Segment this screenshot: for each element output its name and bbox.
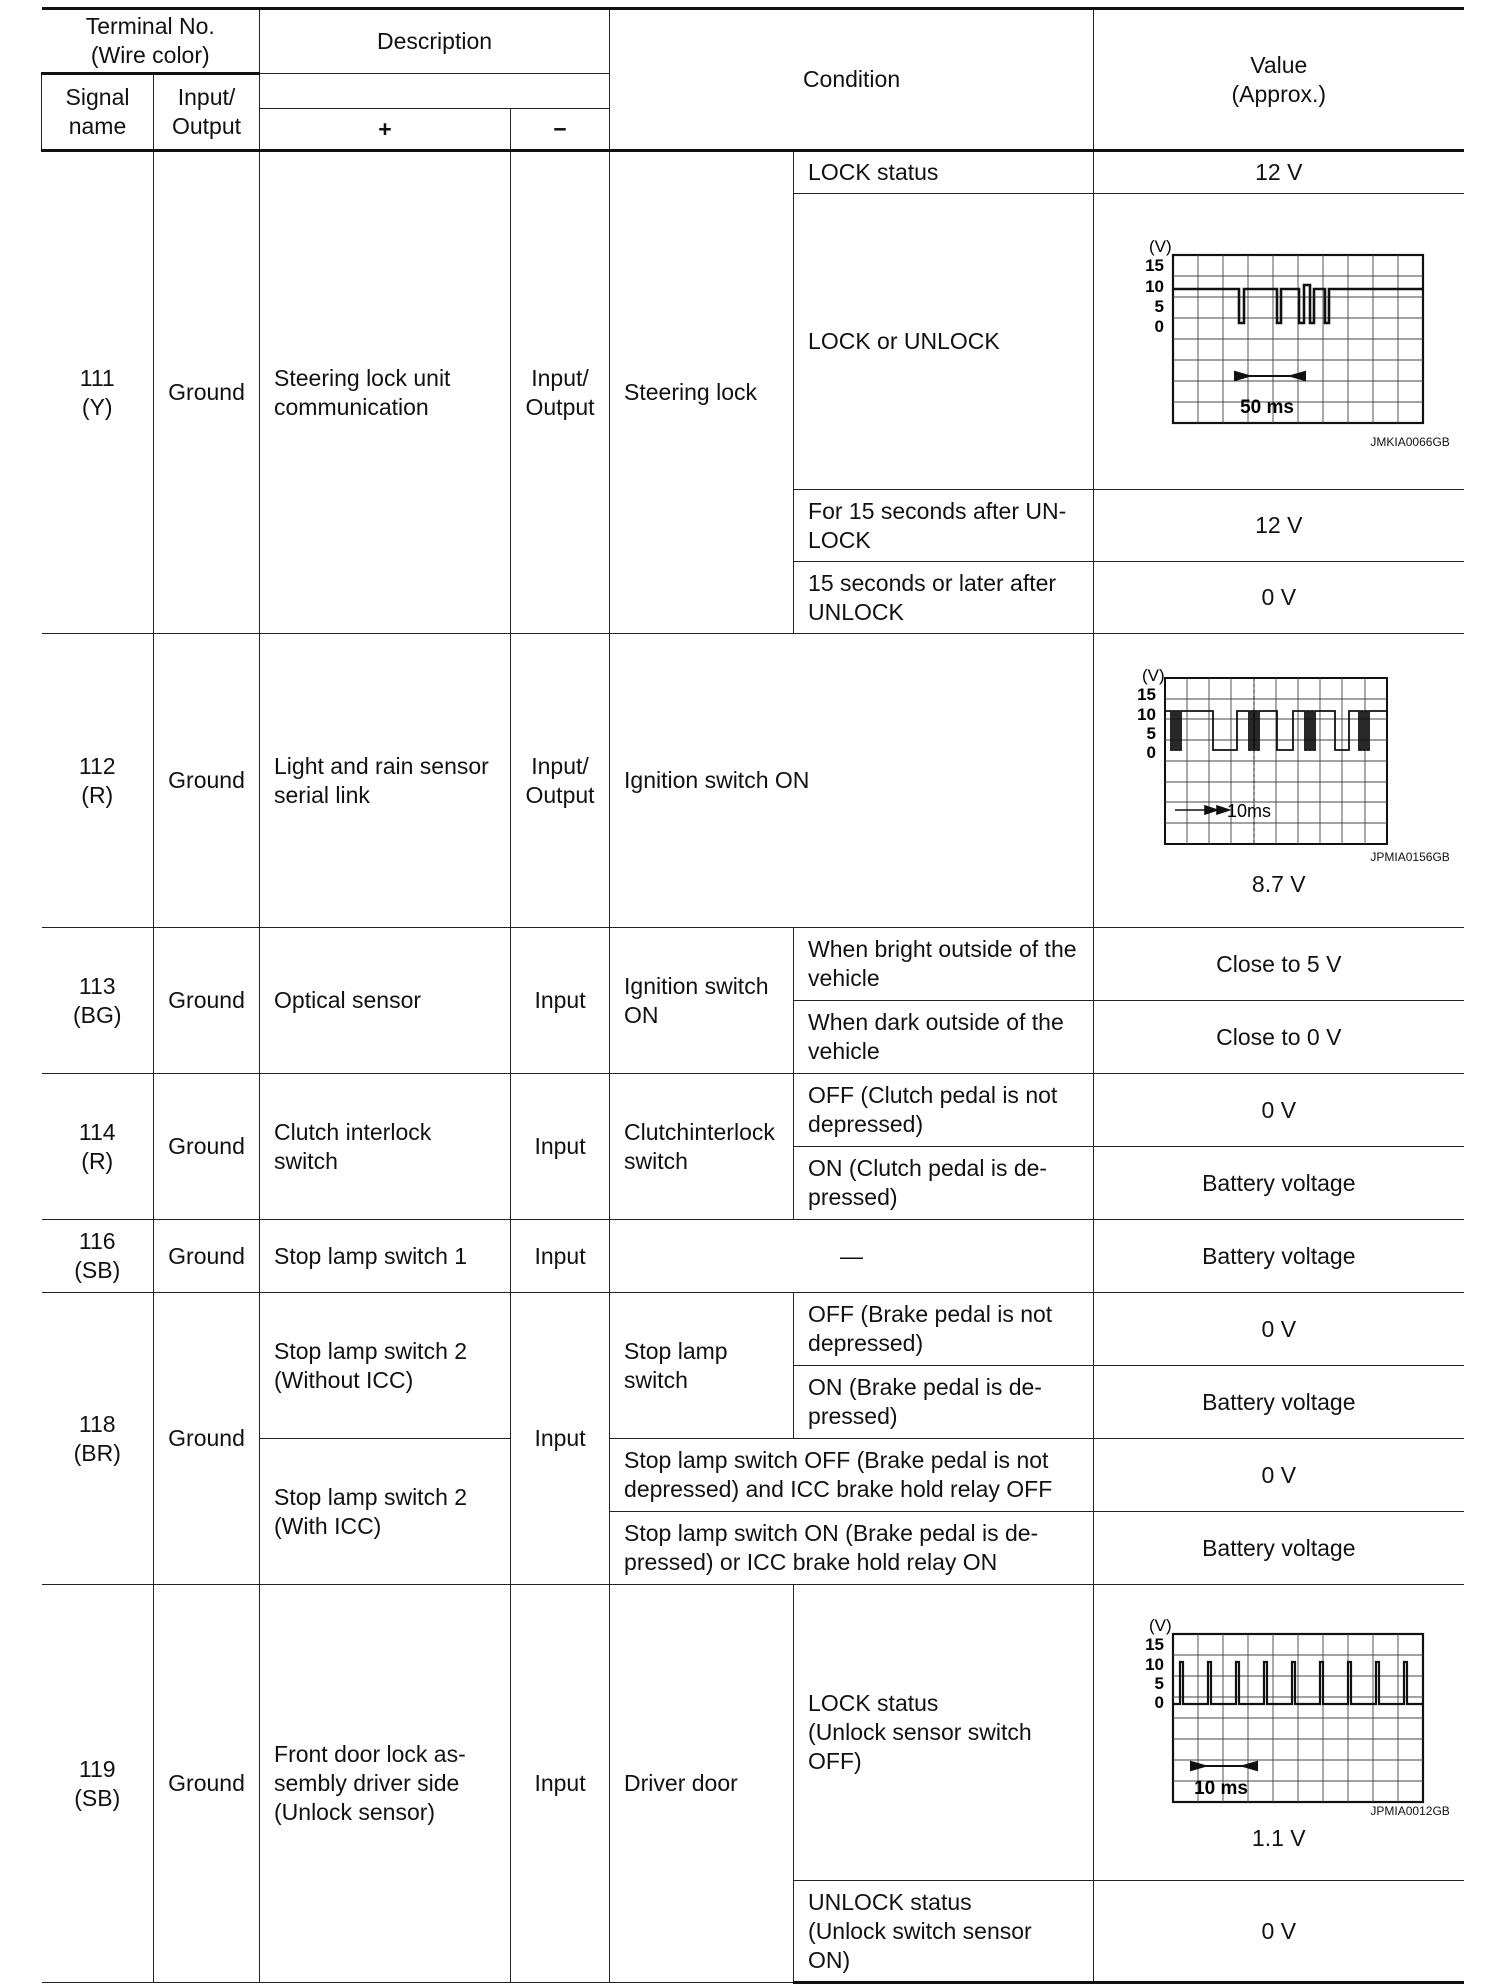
- time-scale-label: 10ms: [1226, 800, 1271, 821]
- waveform-figure: [1104, 235, 1454, 449]
- ground-cell: Ground: [154, 1293, 260, 1585]
- sub-condition-line: For 15 seconds after UN-: [808, 497, 1067, 524]
- terminal-cell: [42, 928, 154, 1074]
- ground-cell: Ground: [154, 928, 260, 1074]
- sub-condition-line: OFF): [808, 1748, 862, 1774]
- waveform-figure: [1104, 664, 1454, 898]
- ground-cell: Ground: [154, 151, 260, 634]
- condition-line: Stop lamp: [624, 1337, 728, 1364]
- signal-name-cell: [260, 1074, 511, 1220]
- waveform-cell: [1094, 194, 1464, 490]
- condition-cell: Driver door: [610, 1585, 794, 1983]
- condition-cell: Steering lock: [610, 151, 794, 634]
- value-cell: 0 V: [1094, 1074, 1464, 1147]
- wire-color: (BR): [73, 1439, 121, 1466]
- terminal-no-label: Terminal No.: [85, 13, 215, 39]
- value-cell: Battery voltage: [1094, 1147, 1464, 1220]
- tick-label: 10: [1136, 704, 1156, 724]
- terminal-cell: [42, 1220, 154, 1293]
- io-cell: Input: [511, 928, 610, 1074]
- signal-name-cell: [260, 151, 511, 634]
- signal-line: (Without ICC): [274, 1366, 414, 1393]
- sub-condition-cell: [794, 1074, 1094, 1147]
- table-row: [42, 928, 1464, 1001]
- condition-cell: [610, 1512, 1094, 1585]
- sub-condition-cell: [794, 1366, 1094, 1439]
- tick-label: 0: [1154, 316, 1164, 336]
- description-header: Description: [260, 9, 610, 74]
- ground-cell: Ground: [154, 1074, 260, 1220]
- table-row: [42, 1293, 1464, 1366]
- table-row: [42, 151, 1464, 194]
- io-cell: Input: [511, 1074, 610, 1220]
- signal-line: communication: [274, 393, 429, 420]
- sub-condition-line: UNLOCK: [808, 598, 904, 625]
- condition-line: ON: [624, 1001, 659, 1028]
- condition-line: Stop lamp switch OFF (Brake pedal is not: [624, 1447, 1049, 1473]
- condition-line: switch: [624, 1147, 688, 1174]
- signal-name-cell: [260, 634, 511, 928]
- condition-cell: [610, 1074, 794, 1220]
- condition-cell: [610, 1293, 794, 1439]
- sub-condition-line: ON): [808, 1946, 851, 1973]
- value-label: Value: [1250, 51, 1308, 78]
- ground-cell: Ground: [154, 1585, 260, 1983]
- waveform-trace: [1173, 285, 1423, 323]
- signal-line: Clutch interlock: [274, 1118, 432, 1145]
- sub-condition-cell: [794, 490, 1094, 562]
- waveform-cell: [1094, 1585, 1464, 1881]
- value-header: [1094, 9, 1464, 151]
- tick-label: 15: [1136, 684, 1156, 704]
- header-row-1: [42, 9, 1464, 74]
- condition-line: switch: [624, 1366, 688, 1393]
- wire-color-label: (Wire color): [90, 42, 210, 68]
- waveform-cell: [1094, 634, 1464, 928]
- wire-color: (SB): [74, 1784, 121, 1811]
- signal-name-cell: [260, 1439, 511, 1585]
- signal-line: serial link: [274, 781, 370, 808]
- signal-line: Steering lock unit: [274, 364, 451, 391]
- table-row: [42, 634, 1464, 928]
- signal-line: Front door lock as-: [274, 1741, 466, 1767]
- terminal-no-header: [42, 9, 260, 74]
- waveform-grid: [1173, 255, 1423, 423]
- terminal-table: [41, 7, 1464, 1984]
- value-cell: 0 V: [1094, 562, 1464, 634]
- table-row: [42, 1220, 1464, 1293]
- sub-condition-line: vehicle: [808, 1038, 880, 1064]
- table-row: [42, 1585, 1464, 1881]
- approx-label: (Approx.): [1231, 80, 1327, 107]
- waveform-unit: (V): [1148, 236, 1172, 256]
- terminal-number: 113: [78, 972, 116, 999]
- terminal-number: 114: [78, 1118, 116, 1145]
- value-cell: 0 V: [1094, 1293, 1464, 1366]
- terminal-number: 118: [78, 1410, 116, 1437]
- sub-condition-cell: [794, 928, 1094, 1001]
- sub-condition-line: LOCK status: [808, 1690, 939, 1716]
- value-cell: Battery voltage: [1094, 1512, 1464, 1585]
- terminal-number: 111: [79, 364, 115, 391]
- terminal-cell: [42, 1585, 154, 1983]
- plus-header: +: [260, 109, 511, 151]
- time-scale-label: 10 ms: [1193, 1777, 1248, 1799]
- condition-cell: [610, 928, 794, 1074]
- signal-name-cell: [260, 1293, 511, 1439]
- waveform-grid: [1165, 678, 1387, 844]
- tick-label: 15: [1144, 1634, 1164, 1654]
- sub-condition-line: pressed): [808, 1184, 898, 1210]
- io-line: Output: [525, 781, 595, 808]
- value-cell: Close to 5 V: [1094, 928, 1464, 1001]
- value-cell: Battery voltage: [1094, 1220, 1464, 1293]
- io-line: Input/: [531, 364, 589, 391]
- sub-condition-line: vehicle: [808, 965, 880, 991]
- signal-line: (With ICC): [274, 1512, 382, 1539]
- sub-condition-cell: [794, 1001, 1094, 1074]
- signal-line: Stop lamp switch 2: [274, 1337, 468, 1364]
- wire-color: (Y): [81, 393, 113, 420]
- signal-name-header: Signal name: [42, 74, 154, 151]
- sub-condition-line: When dark outside of the: [808, 1009, 1064, 1035]
- terminal-cell: [42, 1074, 154, 1220]
- tick-label: 0: [1146, 742, 1156, 762]
- sub-condition-cell: [794, 1147, 1094, 1220]
- signal-line: sembly driver side: [274, 1770, 460, 1796]
- value-cell: 12 V: [1094, 490, 1464, 562]
- ground-cell: Ground: [154, 1220, 260, 1293]
- condition-line: Stop lamp switch ON (Brake pedal is de-: [624, 1520, 1039, 1546]
- tick-label: 5: [1146, 723, 1156, 743]
- condition-line: depressed) and ICC brake hold relay OFF: [624, 1476, 1053, 1502]
- condition-cell: [610, 1439, 1094, 1512]
- io-header-line1: Input/: [177, 84, 236, 110]
- signal-name-cell: Stop lamp switch 1: [260, 1220, 511, 1293]
- wire-color: (SB): [74, 1257, 121, 1283]
- io-header-line2: Output: [171, 113, 242, 139]
- condition-cell: —: [610, 1220, 1094, 1293]
- signal-line: Light and rain sensor: [274, 752, 489, 779]
- value-cell: 0 V: [1094, 1881, 1464, 1983]
- waveform-grid: [1173, 1634, 1423, 1802]
- figure-id: JPMIA0012GB: [1370, 1803, 1450, 1818]
- condition-cell: Ignition switch ON: [610, 634, 1094, 928]
- io-cell: Input: [511, 1220, 610, 1293]
- condition-line: Ignition switch: [624, 972, 769, 999]
- condition-line: Clutchinterlock: [624, 1118, 775, 1145]
- value-cell: Battery voltage: [1094, 1366, 1464, 1439]
- sub-condition-line: OFF (Brake pedal is not: [808, 1301, 1053, 1327]
- terminal-cell: [42, 1293, 154, 1585]
- io-header: [154, 74, 260, 151]
- sub-condition-line: 15 seconds or later after: [808, 569, 1057, 596]
- sub-condition-cell: [794, 562, 1094, 634]
- signal-name-cell: Optical sensor: [260, 928, 511, 1074]
- waveform-value: 8.7 V: [1251, 870, 1306, 897]
- sub-condition-line: pressed): [808, 1403, 898, 1429]
- value-cell: 12 V: [1094, 151, 1464, 194]
- waveform-unlock-sensor: [1109, 1614, 1449, 1804]
- sub-condition-line: UNLOCK status: [808, 1888, 972, 1915]
- sub-condition-cell: [794, 1585, 1094, 1881]
- time-scale-label: 50 ms: [1239, 396, 1294, 418]
- sub-condition-line: depressed): [808, 1111, 924, 1137]
- figure-id: JPMIA0156GB: [1370, 849, 1450, 864]
- value-cell: Close to 0 V: [1094, 1001, 1464, 1074]
- tick-label: 5: [1154, 296, 1164, 316]
- sub-condition-cell: [794, 1881, 1094, 1983]
- wire-color: (R): [81, 781, 114, 808]
- tick-label: 0: [1154, 1692, 1164, 1712]
- tick-label: 10: [1144, 1654, 1164, 1674]
- io-cell: Input: [511, 1585, 610, 1983]
- value-cell: 0 V: [1094, 1439, 1464, 1512]
- table-row: [42, 1074, 1464, 1147]
- terminal-number: 119: [78, 1755, 116, 1782]
- io-cell: Input: [511, 1293, 610, 1585]
- sub-condition-line: LOCK: [808, 526, 871, 553]
- condition-header: Condition: [610, 9, 1094, 151]
- signal-line: (Unlock sensor): [274, 1799, 436, 1825]
- signal-name-cell: [260, 1585, 511, 1983]
- sub-condition-line: ON (Brake pedal is de-: [808, 1374, 1042, 1400]
- sub-condition-cell: LOCK status: [794, 151, 1094, 194]
- tick-label: 10: [1144, 276, 1164, 296]
- terminal-cell: [42, 151, 154, 634]
- sub-condition-line: ON (Clutch pedal is de-: [808, 1155, 1048, 1181]
- terminal-number: 116: [78, 1228, 116, 1254]
- waveform-unit: (V): [1141, 665, 1165, 685]
- sub-condition-line: (Unlock sensor switch: [808, 1719, 1032, 1745]
- time-scale-marker: [1235, 372, 1305, 380]
- wire-color: (R): [81, 1147, 114, 1174]
- sub-condition-line: OFF (Clutch pedal is not: [808, 1082, 1058, 1108]
- ground-cell: Ground: [154, 634, 260, 928]
- waveform-steering-lock: [1109, 235, 1449, 435]
- waveform-rain-sensor: [1109, 664, 1449, 850]
- tick-label: 5: [1154, 1673, 1164, 1693]
- condition-line: pressed) or ICC brake hold relay ON: [624, 1549, 998, 1575]
- signal-line: Stop lamp switch 2: [274, 1483, 468, 1510]
- tick-label: 15: [1144, 255, 1164, 275]
- time-scale-marker: [1191, 1762, 1257, 1770]
- time-scale-marker: [1175, 806, 1229, 814]
- io-line: Output: [525, 393, 595, 420]
- minus-header: −: [511, 109, 610, 151]
- io-line: Input/: [531, 752, 589, 779]
- io-cell: [511, 634, 610, 928]
- figure-id: JMKIA0066GB: [1370, 434, 1450, 449]
- waveform-figure: [1104, 1614, 1454, 1852]
- io-cell: [511, 151, 610, 634]
- sub-condition-line: When bright outside of the: [808, 936, 1077, 962]
- sub-condition-cell: [794, 1293, 1094, 1366]
- waveform-unit: (V): [1148, 1615, 1172, 1635]
- signal-line: switch: [274, 1147, 338, 1174]
- terminal-number: 112: [78, 752, 116, 779]
- sub-condition-cell: LOCK or UNLOCK: [794, 194, 1094, 490]
- terminal-cell: [42, 634, 154, 928]
- wire-color: (BG): [72, 1001, 122, 1028]
- sub-condition-line: (Unlock switch sensor: [808, 1917, 1032, 1944]
- waveform-value: 1.1 V: [1251, 1824, 1306, 1851]
- sub-condition-line: depressed): [808, 1330, 924, 1356]
